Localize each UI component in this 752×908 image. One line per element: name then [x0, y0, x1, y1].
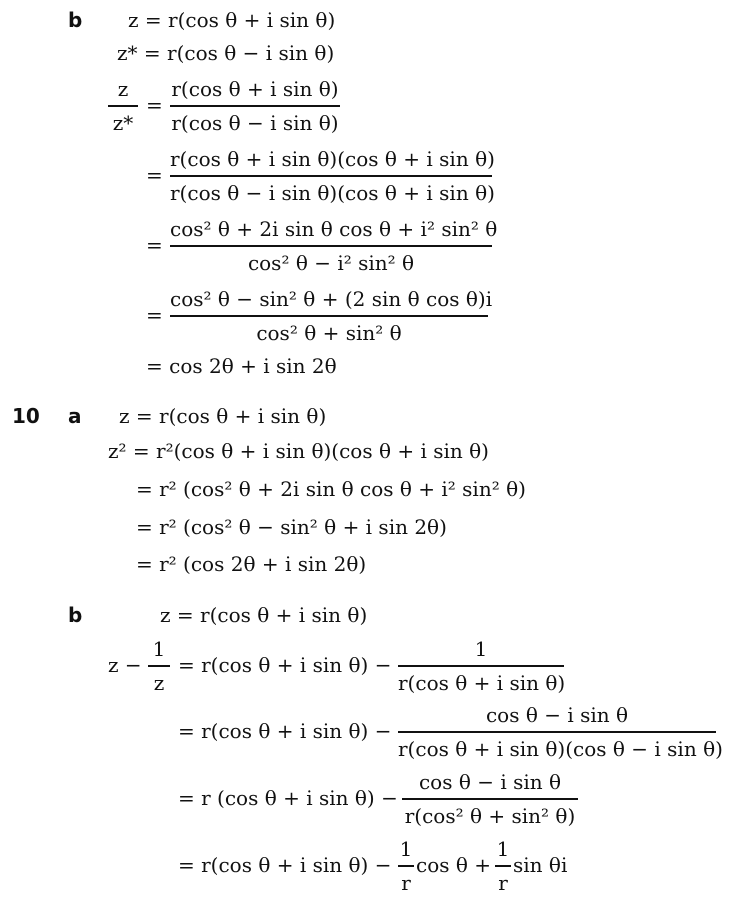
result-line: = cos 2θ + i sin 2θ	[146, 354, 337, 378]
fraction-numerator: 1	[495, 836, 511, 867]
fraction-numerator: r(cos θ + i sin θ)	[170, 76, 340, 107]
fraction-numerator: cos θ − i sin θ	[398, 702, 716, 733]
z-minus-prefix: z −	[108, 653, 142, 677]
simplified-fraction	[402, 769, 578, 829]
fraction-numerator: 1	[398, 636, 564, 667]
result-line: = r² (cos 2θ + i sin 2θ)	[136, 552, 367, 576]
fraction-denominator: r(cos θ − i sin θ)(cos θ + i sin θ)	[170, 181, 495, 205]
subtraction-expression: = r(cos θ + i sin θ) −	[178, 853, 392, 877]
conjugate-multiplied-fraction	[398, 702, 723, 762]
fraction-denominator: cos² θ − i² sin² θ	[247, 251, 415, 275]
fraction-denominator: cos² θ + sin² θ	[256, 321, 402, 345]
z-definition: z = r(cos θ + i sin θ)	[160, 603, 368, 627]
fraction-numerator: cos² θ + 2i sin θ cos θ + i² sin² θ	[170, 216, 492, 247]
sine-term: sin θi	[513, 853, 568, 877]
ratio-fraction	[170, 76, 340, 136]
fraction-denominator: r	[401, 871, 411, 895]
fraction-denominator: z	[153, 671, 165, 695]
part-b-label: b	[68, 603, 83, 627]
part-a-label: a	[68, 404, 82, 428]
double-angle-line: = r² (cos² θ − sin² θ + i sin 2θ)	[136, 515, 447, 539]
fraction-denominator: r(cos θ + i sin θ)(cos θ − i sin θ)	[398, 737, 723, 761]
fraction-denominator: r	[498, 871, 508, 895]
fraction-numerator: r(cos θ + i sin θ)(cos θ + i sin θ)	[170, 146, 492, 177]
fraction-denominator: r(cos² θ + sin² θ)	[404, 804, 576, 828]
expanded-fraction	[170, 146, 495, 206]
cosine-term: cos θ +	[416, 853, 492, 877]
one-over-r-fraction	[398, 836, 414, 896]
subtraction-expression: = r(cos θ + i sin θ) −	[178, 719, 392, 743]
equals-sign: =	[146, 233, 163, 257]
z-definition: z = r(cos θ + i sin θ)	[119, 404, 327, 428]
subtraction-expression: = r(cos θ + i sin θ) −	[178, 653, 392, 677]
question-number: 10	[12, 404, 40, 428]
equals-sign: =	[146, 93, 163, 117]
reciprocal-fraction	[398, 636, 564, 696]
fraction-numerator: cos² θ − sin² θ + (2 sin θ cos θ)i	[170, 286, 488, 317]
squared-fraction	[170, 216, 498, 276]
z-squared-line: z² = r²(cos θ + i sin θ)(cos θ + i sin θ)	[108, 439, 489, 463]
subtraction-expression: = r (cos θ + i sin θ) −	[178, 786, 398, 810]
fraction-denominator: r(cos θ + i sin θ)	[398, 671, 566, 695]
part-b-label: b	[68, 8, 83, 32]
fraction-denominator: r(cos θ − i sin θ)	[171, 111, 339, 135]
equals-sign: =	[146, 303, 163, 327]
fraction-numerator: 1	[148, 636, 170, 667]
simplified-fraction	[170, 286, 493, 346]
one-over-r-fraction	[495, 836, 511, 896]
fraction-numerator: cos θ − i sin θ	[402, 769, 578, 800]
one-over-z-fraction	[148, 636, 170, 696]
z-definition: z = r(cos θ + i sin θ)	[128, 8, 336, 32]
fraction-denominator: z*	[112, 111, 134, 135]
z-over-zstar-fraction	[108, 76, 138, 136]
z-conjugate-definition: z* = r(cos θ − i sin θ)	[117, 41, 335, 65]
equals-sign: =	[146, 163, 163, 187]
expanded-line: = r² (cos² θ + 2i sin θ cos θ + i² sin² θ)	[136, 477, 526, 501]
fraction-numerator: 1	[398, 836, 414, 867]
fraction-numerator: z	[108, 76, 138, 107]
